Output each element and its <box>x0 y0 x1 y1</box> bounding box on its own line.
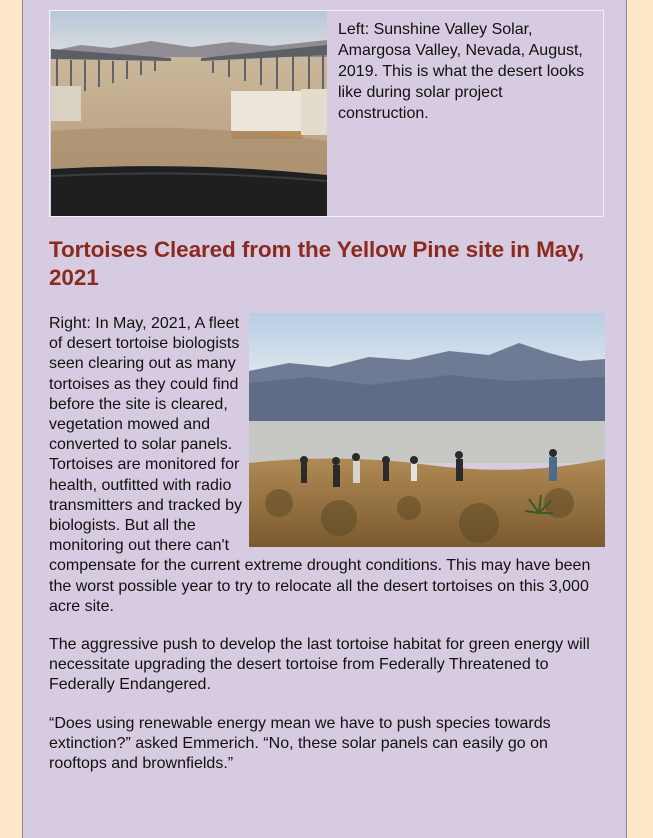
article-paragraph-3: “Does using renewable energy mean we have to push species towards extinction?” asked Emmerich. “No, these solar panels can easily go on rooftops and brownfields.” <box>49 714 551 773</box>
newsletter-panel <box>22 0 627 838</box>
solar-construction-photo <box>51 11 327 216</box>
photo-caption: Left: Sunshine Valley Solar, Amargosa Valley, Nevada, August, 2019. This is what the desert looks like during solar project construction. <box>338 21 585 122</box>
solar-construction-image <box>51 11 327 216</box>
tortoise-biologists-photo <box>249 313 605 547</box>
article-paragraph-1: Right: In May, 2021, A fleet of desert tortoise biologists seen clearing out as many tortoises as they could find before the site is cleared, vegetation mowed and converted to solar panels. Tortoises are monitored for health, outfitted with radio transmitters and tracked by biologists. But all the monitoring out there can't compensate for the current extreme drought conditions. This may have been the worst possible year to try to relocate all the desert tortoises on this 3,000 acre site. <box>49 315 591 615</box>
article-paragraph-2: The aggressive push to develop the last tortoise habitat for green energy will necessitate upgrading the desert tortoise from Federally Threatened to Federally Endangered. <box>49 636 590 694</box>
article-body <box>49 314 605 792</box>
article-headline: Tortoises Cleared from the Yellow Pine site in May, 2021 <box>49 237 585 290</box>
tortoise-biologists-image <box>249 313 605 547</box>
photo-caption-box <box>49 10 604 217</box>
